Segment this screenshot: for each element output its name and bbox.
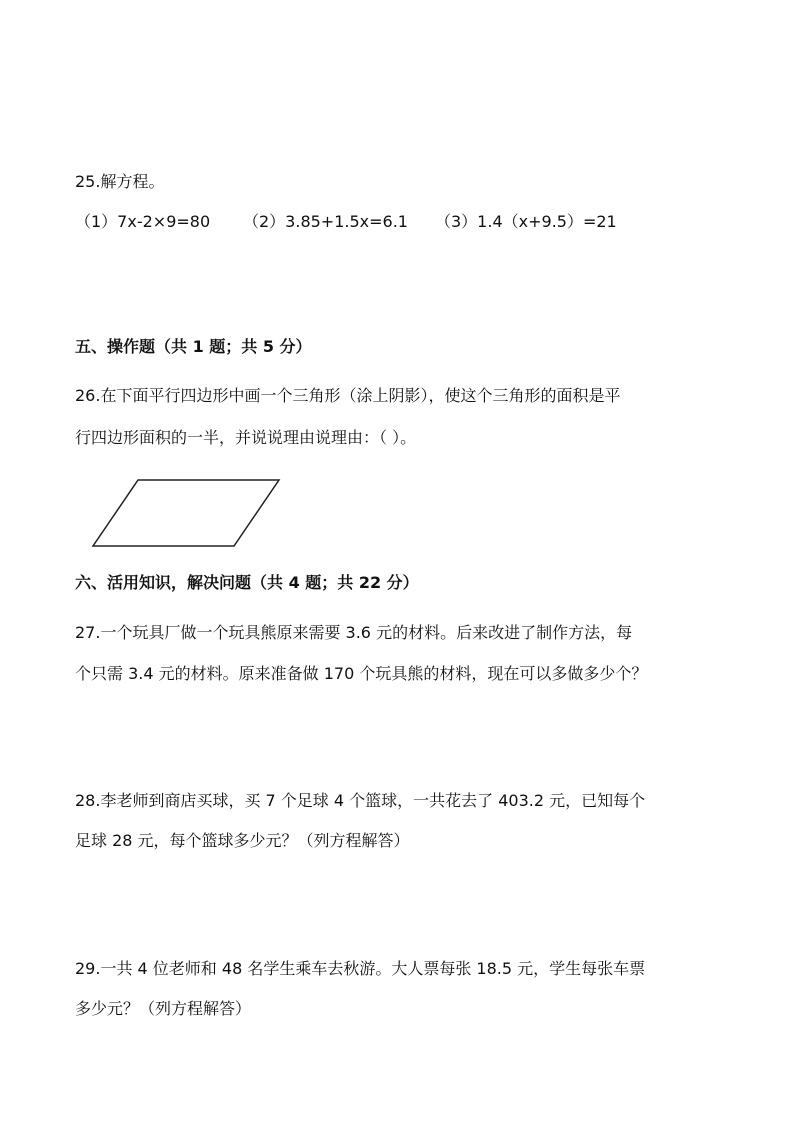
question-25-title: 25.解方程。 bbox=[75, 172, 165, 191]
question-27-line-1: 27.一个玩具厂做一个玩具熊原来需要 3.6 元的材料。后来改进了制作方法，每 bbox=[75, 623, 633, 642]
section-5-heading: 五、操作题（共 1 题；共 5 分） bbox=[75, 337, 312, 356]
question-29-line-2: 多少元？（列方程解答） bbox=[75, 999, 252, 1018]
question-27-line-2: 个只需 3.4 元的材料。原来准备做 170 个玩具熊的材料，现在可以多做多少个？ bbox=[75, 664, 648, 683]
question-26-line-2: 行四边形面积的一半，并说说理由说理由：（ ）。 bbox=[75, 428, 417, 447]
section-6-heading: 六、活用知识，解决问题（共 4 题；共 22 分） bbox=[75, 573, 419, 592]
question-29-line-1: 29.一共 4 位老师和 48 名学生乘车去秋游。大人票每张 18.5 元，学生每张车票 bbox=[75, 959, 646, 978]
question-28-line-1: 28.李老师到商店买球，买 7 个足球 4 个篮球，一共花去了 403.2 元，已知每个 bbox=[75, 791, 646, 810]
parallelogram-shape bbox=[93, 480, 279, 546]
parallelogram-figure bbox=[88, 476, 284, 550]
equation-3: （3）1.4（x+9.5）=21 bbox=[435, 212, 617, 231]
equation-1: （1）7x-2×9=80 bbox=[75, 212, 211, 231]
question-28-line-2: 足球 28 元，每个篮球多少元？（列方程解答） bbox=[75, 831, 410, 850]
question-26-line-1: 26.在下面平行四边形中画一个三角形（涂上阴影），使这个三角形的面积是平 bbox=[75, 386, 621, 405]
equation-2: （2）3.85+1.5x=6.1 bbox=[243, 212, 408, 231]
